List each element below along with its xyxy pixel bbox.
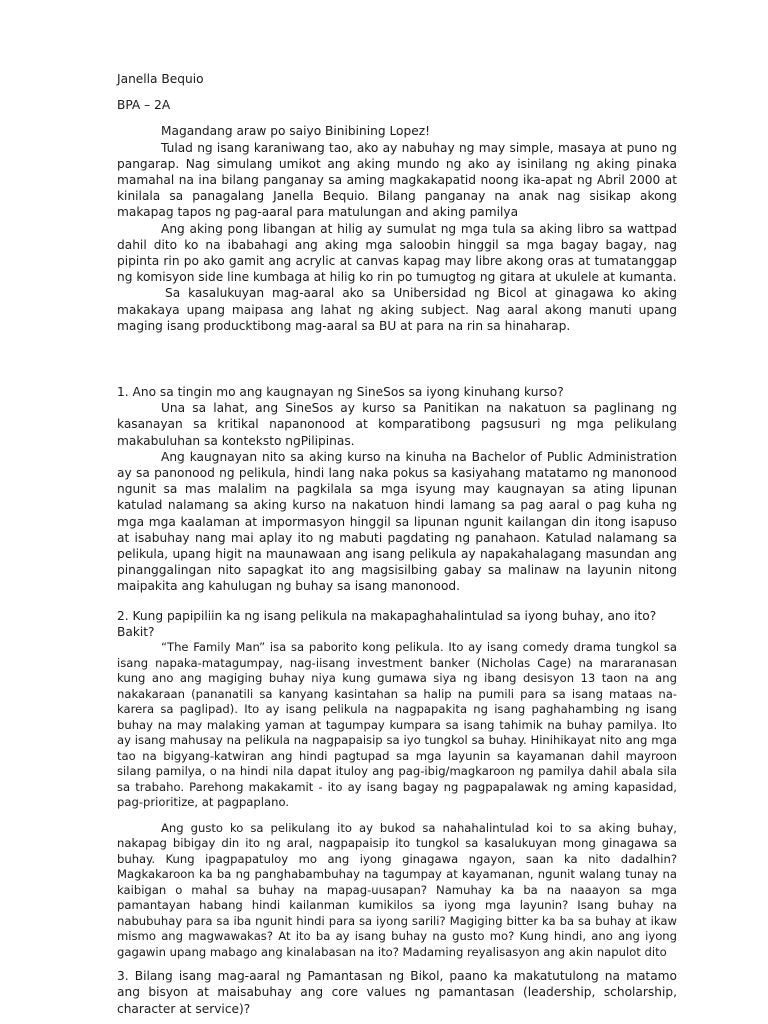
question-1: 1. Ano sa tingin mo ang kaugnayan ng SineSos sa iyong kinuhang kurso?	[117, 385, 564, 400]
answer-2-paragraph-2: Ang gusto ko sa pelikulang ito ay bukod sa nahahalintulad koi to sa aking buhay, nakapag bibigay din ito ng aral, nagpapaisip ito tungkol sa kasalukuyan mong ginagawa sa buhay. Kung ipagpapatuloy mo ang iyong ginagawa ngayon, saan ka nito dadalhin? Magkakaroon ka ba ng panghabambuhay na tagumpay at kayamanan, ngunit walang tunay na kaibigan o mahal sa buhay na mapag-uusapan? Namuhay ka ba na naaayon sa mga pamantayan habang hindi kailanman kumikilos sa iyong mga layunin? Isang buhay na nabubuhay para sa iba ngunit hindi para sa iyong sarili? Magiging bitter ka ba sa buhay at ikaw mismo ang magwawakas? At ito ba ay isang buhay na gusto mo? Kung hindi, ano ang iyong gagawin upang mabago ang kinalabasan na ito? Madaming reyalisasyon ang akin napulot dito	[117, 820, 677, 959]
section-label: BPA – 2A	[117, 98, 171, 113]
document-page	[117, 71, 677, 1017]
intro-paragraph-3: Sa kasalukuyan mag-aaral ako sa Unibersidad ng Bicol at ginagawa ko aking makakaya upang maipasa ang lahat ng aking subject. Nag aaral akong manuti upang maging isang producktibong mag-aaral sa BU at para na rin sa hinaharap.	[117, 286, 677, 333]
answer-2-paragraph-1: “The Family Man” isa sa paborito kong pelikula. Ito ay isang comedy drama tungkol sa isang napaka-matagumpay, nag-iisang investment banker (Nicholas Cage) na mararanasan kung ano ang magiging buhay niya kung gumawa siya ng ibang desisyon 13 taon na ang nakakaraan (pananatili sa kanyang kasintahan sa halip na pumili para sa isang mataas na- karera sa paglipad). Ito ay isang pelikula na nagpapakita ng isang paghahambing ng isang buhay na may malaking yaman at tagumpay kumpara sa isang tahimik na buhay pamilya. Ito ay isang mahusay na pelikula na nagpapaisip sa iyo tungkol sa buhay. Hinihikayat nito ang mga tao na bigyang-katwiran ang hindi pagtupad sa mga layunin sa kayamanan dahil mayroon silang pamilya, o na hindi nila dapat ituloy ang pag-ibig/magkaroon ng pamilya dahil abala sila sa trabaho. Parehong makakamit - ito ay isang bagay ng pagpapalawak ng aming kapasidad, pag-prioritize, at pagpaplano.	[117, 640, 677, 810]
answer-1-paragraph-2: Ang kaugnayan nito sa aking kurso na kinuha na Bachelor of Public Administration ay sa panonood ng pelikula, hindi lang naka pokus sa kasiyahang matatamo ng manonood ngunit sa mas malalim na pagkilala sa mga isyung may kaugnayan sa ating lipunan katulad nalamang sa aking kurso na nakatuon hindi lamang sa pag aaral o pag kuha ng mga mga kaalaman at impormasyon hinggil sa lipunan ngunit kailangan din itong isapuso at isabuhay nang mai aplay ito ng mabuti pagdating ng panahaon. Katulad nalamang sa pelikula, upang higit na maunawaan ang isang pelikula ay napakahalagang masundan ang pinanggalingan nito sapagkat ito ang magsisilbing gabay sa malinaw na layunin nitong maipakita ang kahulugan ng buhay sa isang manonood.	[117, 449, 677, 594]
author-name: Janella Bequio	[117, 72, 204, 86]
greeting: Magandang araw po saiyo Binibining Lopez!	[161, 124, 431, 139]
intro-paragraph-1: Tulad ng isang karaniwang tao, ako ay nabuhay ng may simple, masaya at puno ng pangarap. Nag simulang umikot ang aking mundo ng ako ay isinilang ng aking pinaka mamahal na ina bilang panganay sa aming magkakapatid noong ika-apat ng Abril 2000 at kinilala sa panagalang Janella Bequio. Bilang panganay na anak nag sisikap akong makapag tapos ng pag-aaral para matulungan and aking pamilya	[117, 140, 677, 220]
answer-1-paragraph-1: Una sa lahat, ang SineSos ay kurso sa Panitikan na nakatuon sa paglinang ng kasanayan sa kritikal napanonood at komparatibong pagsusuri ng mga pelikulang makabuluhan sa konteksto ngPilipinas.	[117, 401, 677, 448]
intro-paragraph-2: Ang aking pong libangan at hilig ay sumulat ng mga tula sa aking libro sa wattpad dahil dito ko na ibabahagi ang aking mga saloobin hinggil sa mga bagay bagay, nag pipinta rin po ako gamit ang acrylic at canvas kapag may libre akong oras at tumatanggap ng komisyon side line kumbaga at hilig ko rin po tumugtog ng gitara at ukulele at kumanta.	[117, 221, 677, 285]
question-2: 2. Kung papipiliin ka ng isang pelikula na makapaghahalintulad sa iyong buhay, ano ito? Bakit?	[117, 608, 657, 639]
question-3: 3. Bilang isang mag-aaral ng Pamantasan ng Bikol, paano ka makatutulong na matamo ang bisyon at maisabuhay ang core values ng pamantasan (leadership, scholarship, character at service)?	[117, 969, 677, 1016]
